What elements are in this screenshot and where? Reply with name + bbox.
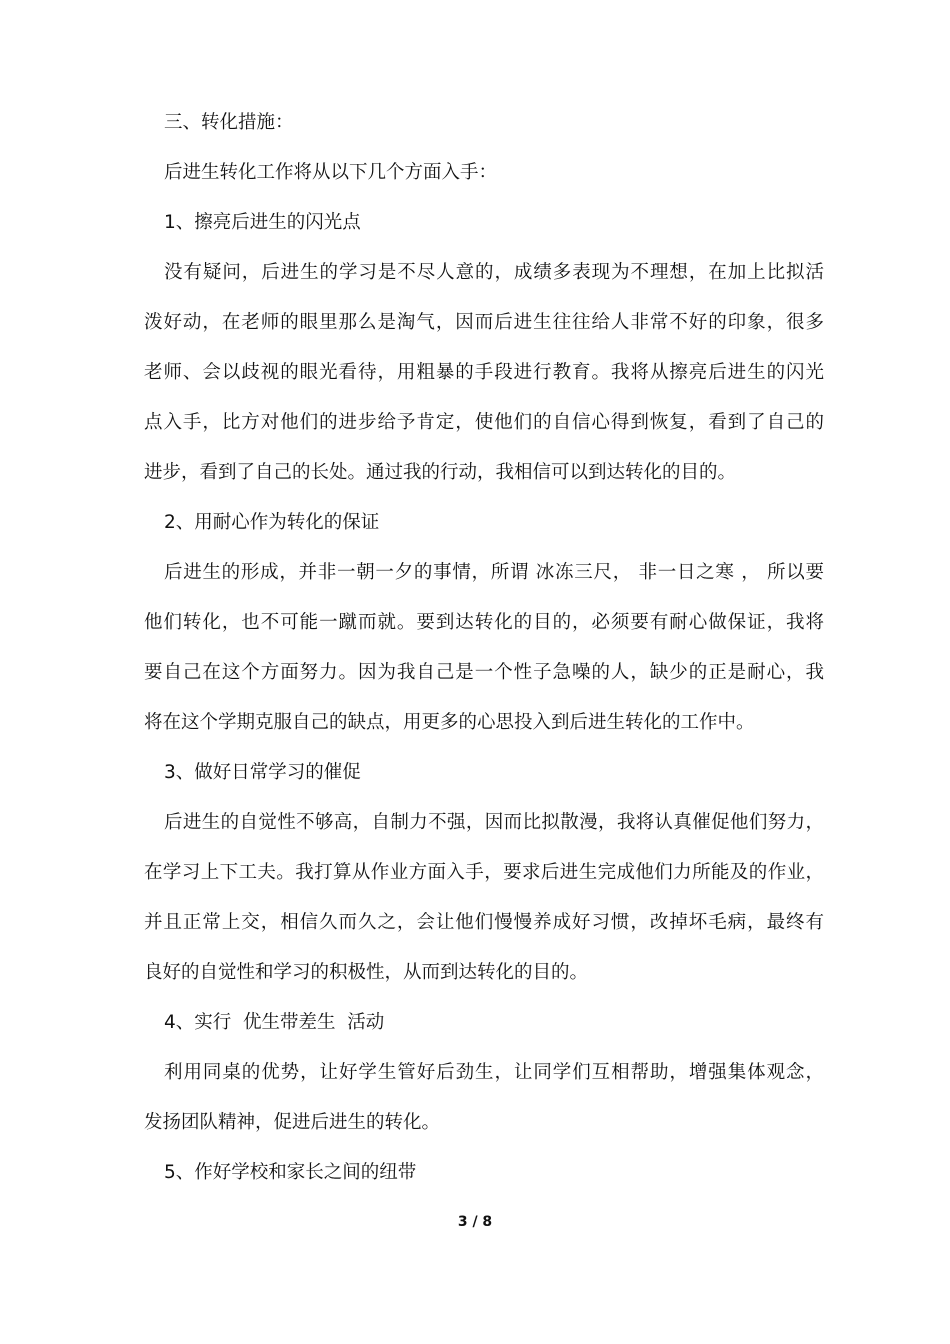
paragraph-line: 他们转化，也不可能一蹴而就。要到达转化的目的，必须要有耐心做保证，我将	[144, 612, 824, 633]
paragraph-line: 进步，看到了自己的长处。通过我的行动，我相信可以到达转化的目的。	[144, 462, 737, 483]
paragraph-line: 点入手，比方对他们的进步给予肯定，使他们的自信心得到恢复，看到了自己的	[144, 412, 824, 433]
paragraph-line: 老师、会以歧视的眼光看待，用粗暴的手段进行教育。我将从擦亮后进生的闪光	[144, 362, 824, 383]
item-1-heading: 1、擦亮后进生的闪光点	[164, 212, 361, 233]
intro-line: 后进生转化工作将从以下几个方面入手：	[164, 162, 498, 183]
paragraph-line: 将在这个学期克服自己的缺点，用更多的心思投入到后进生转化的工作中。	[144, 712, 755, 733]
paragraph-line: 泼好动，在老师的眼里那么是淘气，因而后进生往往给人非常不好的印象，很多	[144, 312, 824, 333]
paragraph-line: 后进生的自觉性不够高，自制力不强，因而比拟散漫，我将认真催促他们努力，	[164, 812, 824, 833]
paragraph-line: 发扬团队精神，促进后进生的转化。	[144, 1112, 441, 1133]
paragraph-line: 在学习上下工夫。我打算从作业方面入手，要求后进生完成他们力所能及的作业，	[144, 862, 824, 883]
paragraph-line: 没有疑问，后进生的学习是不尽人意的，成绩多表现为不理想，在加上比拟活	[164, 262, 824, 283]
section-heading: 三、转化措施：	[164, 112, 294, 133]
item-5-heading: 5、作好学校和家长之间的纽带	[164, 1162, 417, 1183]
item-2-heading: 2、用耐心作为转化的保证	[164, 512, 380, 533]
item-3-heading: 3、做好日常学习的催促	[164, 762, 361, 783]
paragraph-line: 利用同桌的优势，让好学生管好后劲生，让同学们互相帮助，增强集体观念，	[164, 1062, 824, 1083]
paragraph-line: 良好的自觉性和学习的积极性，从而到达转化的目的。	[144, 962, 589, 983]
paragraph-line: 后进生的形成，并非一朝一夕的事情，所谓 冰冻三尺， 非一日之寒 ， 所以要	[164, 562, 824, 583]
page-number: 3 / 8	[457, 1214, 493, 1230]
paragraph-line: 并且正常上交，相信久而久之，会让他们慢慢养成好习惯，改掉坏毛病，最终有	[144, 912, 824, 933]
item-4-heading: 4、实行 优生带差生 活动	[164, 1012, 385, 1033]
paragraph-line: 要自己在这个方面努力。因为我自己是一个性子急噪的人，缺少的正是耐心，我	[144, 662, 824, 683]
